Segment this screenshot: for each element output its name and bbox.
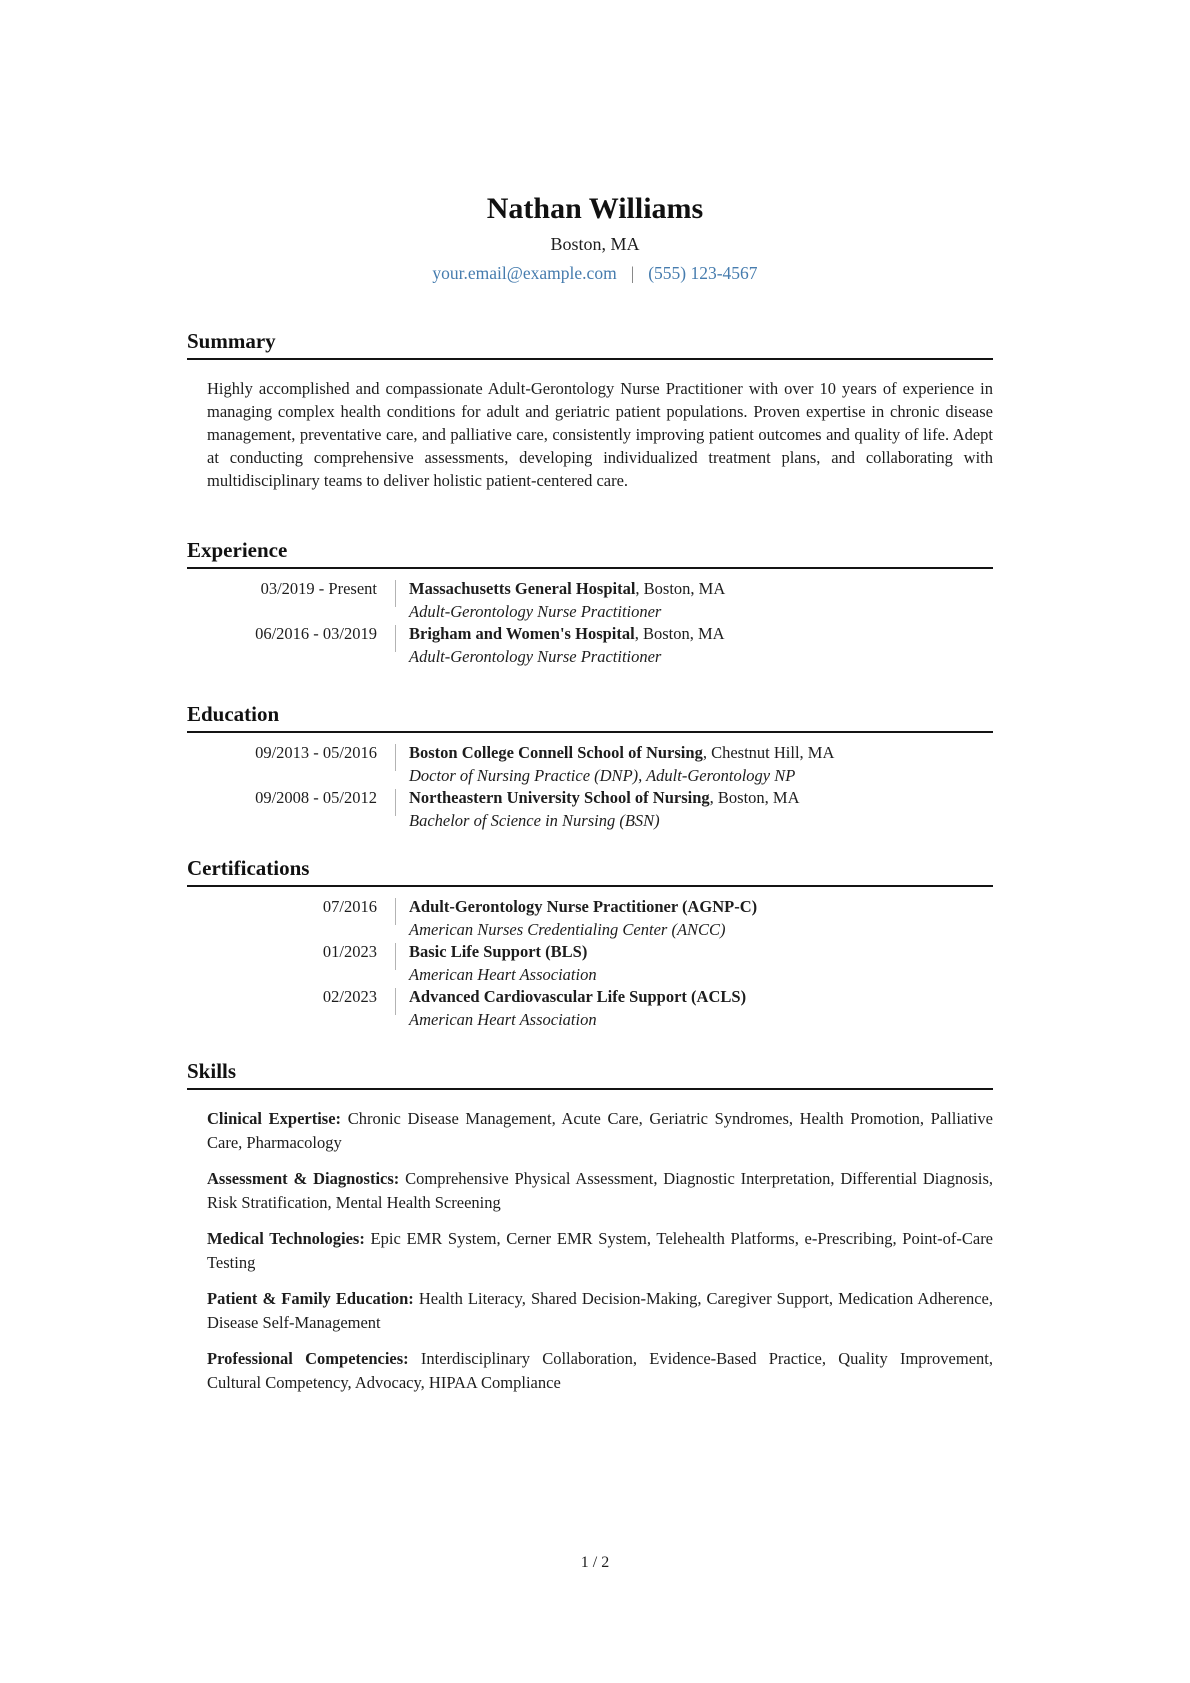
- entry-title-line: [409, 578, 993, 601]
- entry-title: Advanced Cardiovascular Life Support (ACLS): [409, 987, 747, 1006]
- experience-entry: [207, 623, 993, 668]
- entry-location: , Chestnut Hill, MA: [702, 743, 835, 762]
- entry-location: , Boston, MA: [635, 579, 726, 598]
- entry-subtitle: Adult-Gerontology Nurse Practitioner: [409, 646, 662, 666]
- skill-group: [207, 1287, 993, 1335]
- skill-text: Epic EMR System, Cerner EMR System, Telehealth Platforms, e-Prescribing, Point-of-Care Testing: [207, 1229, 994, 1272]
- section-summary: [187, 329, 993, 492]
- entry-subtitle: Bachelor of Science in Nursing (BSN): [409, 810, 660, 830]
- section-title-skills: Skills: [187, 1059, 993, 1090]
- entry-title-line: [409, 623, 993, 646]
- entry-divider: [395, 898, 396, 925]
- section-experience: [187, 538, 993, 668]
- entry-subtitle: American Heart Association: [409, 1009, 597, 1029]
- entry-subtitle: American Nurses Credentialing Center (ANCC): [409, 919, 726, 939]
- certification-entries: [187, 896, 993, 1031]
- entry-location: , Boston, MA: [709, 788, 800, 807]
- entry-divider: [395, 580, 396, 607]
- entry-location: , Boston, MA: [634, 624, 725, 643]
- entry-subtitle: Doctor of Nursing Practice (DNP), Adult-Gerontology NP: [409, 765, 796, 785]
- section-title-certifications: Certifications: [187, 856, 993, 887]
- skill-group: [207, 1227, 993, 1275]
- summary-text: Highly accomplished and compassionate Adult-Gerontology Nurse Practitioner with over 10 years of experience in managing complex health conditions for adult and geriatric patient populations. Proven expertise in chronic disease management, preventative care, and palliative care, consistently improving patient outcomes and quality of life. Adept at conducting comprehensive assessments, developing individualized treatment plans, and collaborating with multidisciplinary teams to deliver holistic patient-centered care.: [207, 379, 993, 490]
- entry-subtitle: American Heart Association: [409, 964, 597, 984]
- entry-title: Basic Life Support (BLS): [409, 942, 588, 961]
- skills-list: [187, 1107, 993, 1395]
- experience-entry: [207, 578, 993, 623]
- skill-label: Patient & Family Education:: [207, 1289, 414, 1308]
- resume-header: [0, 0, 1190, 285]
- entry-dates: 06/2016 - 03/2019: [255, 624, 377, 643]
- section-skills: [187, 1059, 993, 1395]
- skill-text: Comprehensive Physical Assessment, Diagnostic Interpretation, Differential Diagnosis, Risk Stratification, Mental Health Screening: [207, 1169, 994, 1212]
- education-entry: [207, 742, 993, 787]
- certification-entry: [207, 941, 993, 986]
- skill-label: Professional Competencies:: [207, 1349, 409, 1368]
- section-certifications: [187, 856, 993, 1031]
- contact-line: [0, 261, 1190, 285]
- entry-body: [409, 742, 993, 787]
- skill-text: Interdisciplinary Collaboration, Evidence-Based Practice, Quality Improvement, Cultural Competency, Advocacy, HIPAA Compliance: [207, 1349, 993, 1392]
- experience-entries: [187, 578, 993, 668]
- person-name: Nathan Williams: [486, 192, 704, 225]
- entry-body: [409, 787, 993, 832]
- entry-dates: 01/2023: [322, 942, 377, 961]
- entry-title: Brigham and Women's Hospital: [409, 624, 635, 643]
- entry-body: [409, 986, 993, 1031]
- entry-divider: [395, 988, 396, 1015]
- entry-title-line: [409, 742, 993, 765]
- entry-subtitle: Adult-Gerontology Nurse Practitioner: [409, 601, 662, 621]
- skill-text: Chronic Disease Management, Acute Care, Geriatric Syndromes, Health Promotion, Palliative Care, Pharmacology: [207, 1109, 994, 1152]
- skill-group: [207, 1167, 993, 1215]
- entry-divider: [395, 789, 396, 816]
- entry-title: Adult-Gerontology Nurse Practitioner (AGNP-C): [409, 897, 758, 916]
- education-entry: [207, 787, 993, 832]
- entry-dates: 02/2023: [322, 987, 377, 1006]
- entry-divider: [395, 744, 396, 771]
- entry-dates: 03/2019 - Present: [260, 579, 377, 598]
- certification-entry: [207, 896, 993, 941]
- entry-divider: [395, 943, 396, 970]
- entry-title-line: [409, 787, 993, 810]
- skill-group: [207, 1107, 993, 1155]
- entry-title: Northeastern University School of Nursing: [409, 788, 710, 807]
- entry-body: [409, 623, 993, 668]
- phone-link[interactable]: (555) 123-4567: [648, 263, 758, 283]
- entry-title: Massachusetts General Hospital: [409, 579, 636, 598]
- entry-divider: [395, 625, 396, 652]
- entry-body: [409, 941, 993, 986]
- skill-label: Clinical Expertise:: [207, 1109, 342, 1128]
- skill-label: Assessment & Diagnostics:: [207, 1169, 400, 1188]
- entry-dates: 07/2016: [322, 897, 377, 916]
- entry-title-line: [409, 986, 993, 1009]
- email-link[interactable]: your.email@example.com: [432, 263, 617, 283]
- page-number: 1 / 2: [580, 1554, 610, 1571]
- section-title-summary: Summary: [187, 329, 993, 360]
- skill-group: [207, 1347, 993, 1395]
- resume-body: [187, 329, 993, 1395]
- entry-title-line: [409, 941, 993, 964]
- entry-dates: 09/2008 - 05/2012: [255, 788, 377, 807]
- person-location: Boston, MA: [550, 234, 640, 254]
- entry-body: [409, 578, 993, 623]
- section-title-experience: Experience: [187, 538, 993, 569]
- entry-body: [409, 896, 993, 941]
- skill-label: Medical Technologies:: [207, 1229, 365, 1248]
- entry-title: Boston College Connell School of Nursing: [409, 743, 703, 762]
- section-education: [187, 702, 993, 832]
- entry-title-line: [409, 896, 993, 919]
- entry-dates: 09/2013 - 05/2016: [255, 743, 377, 762]
- contact-separator: |: [630, 263, 635, 283]
- skill-text: Health Literacy, Shared Decision-Making, Caregiver Support, Medication Adherence, Disease Self-Management: [207, 1289, 993, 1332]
- certification-entry: [207, 986, 993, 1031]
- section-title-education: Education: [187, 702, 993, 733]
- education-entries: [187, 742, 993, 832]
